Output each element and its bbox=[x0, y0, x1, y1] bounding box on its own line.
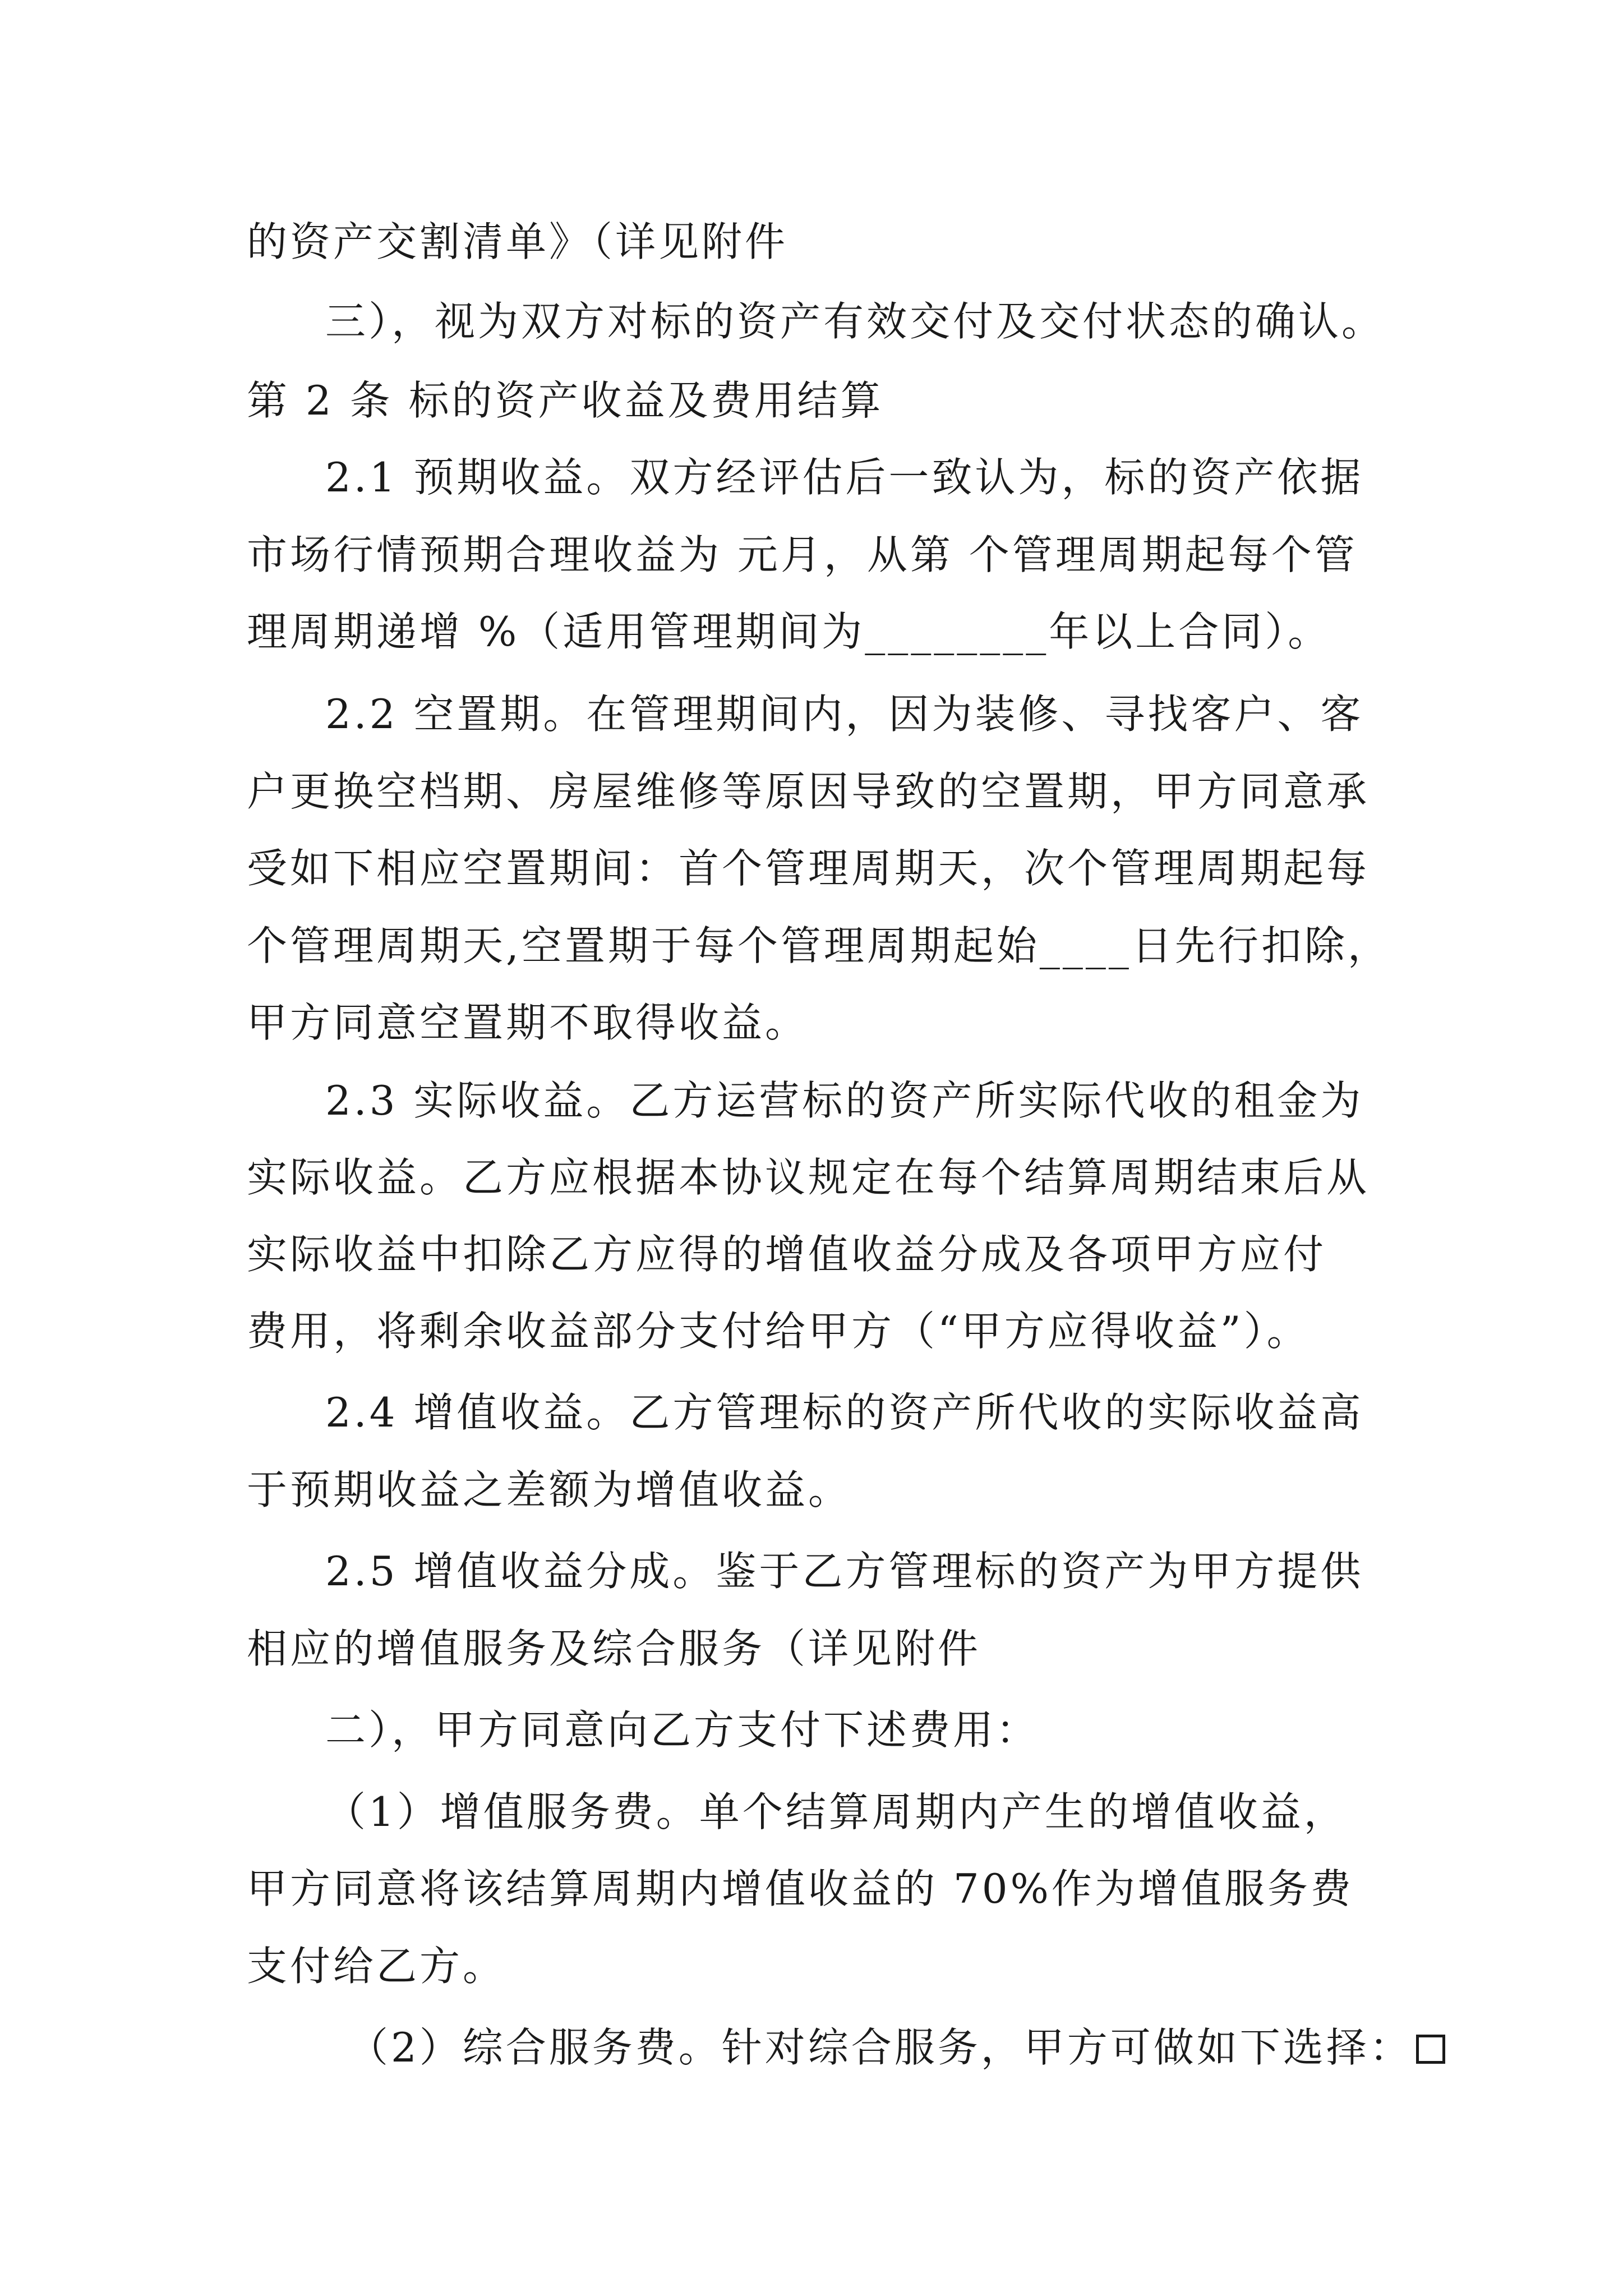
section-heading: 第 2 条 标的资产收益及费用结算 bbox=[247, 377, 884, 424]
text-line: （1）增值服务费。单个结算周期内产生的增值收益， bbox=[325, 1788, 1347, 1835]
text-line: 甲方同意空置期不取得收益。 bbox=[247, 999, 809, 1046]
text-line: 2.4 增值收益。乙方管理标的资产所代收的实际收益高 bbox=[325, 1389, 1364, 1436]
text-line: 实际收益。乙方应根据本协议规定在每个结算周期结束后从 bbox=[247, 1154, 1370, 1201]
text-line: 2.3 实际收益。乙方运营标的资产所实际代收的租金为 bbox=[325, 1077, 1364, 1124]
text-line: 的资产交割清单》（详见附件 bbox=[247, 218, 789, 265]
text-line: 二），甲方同意向乙方支付下述费用： bbox=[325, 1706, 1040, 1754]
text-line: 受如下相应空置期间：首个管理周期天，次个管理周期起每 bbox=[247, 845, 1370, 892]
text-line: 户更换空档期、房屋维修等原因导致的空置期，甲方同意承 bbox=[247, 768, 1370, 815]
text-line-with-checkbox bbox=[348, 2024, 1445, 2071]
text-line: 费用，将剩余收益部分支付给甲方（“甲方应得收益”）。 bbox=[247, 1308, 1310, 1355]
text-line: 支付给乙方。 bbox=[247, 1943, 506, 1990]
empty-checkbox-icon[interactable] bbox=[1416, 2035, 1445, 2064]
text-line: 于预期收益之差额为增值收益。 bbox=[247, 1466, 852, 1513]
text-line: （2）综合服务费。针对综合服务，甲方可做如下选择： bbox=[348, 2024, 1413, 2071]
text-line: 三），视为双方对标的资产有效交付及交付状态的确认。 bbox=[325, 298, 1385, 345]
text-line: 理周期递增 %（适用管理期间为________年以上合同）。 bbox=[247, 608, 1331, 655]
text-line: 2.5 增值收益分成。鉴于乙方管理标的资产为甲方提供 bbox=[325, 1548, 1364, 1595]
text-line: 2.2 空置期。在管理期间内，因为装修、寻找客户、客 bbox=[325, 691, 1364, 738]
text-line: 甲方同意将该结算周期内增值收益的 70%作为增值服务费 bbox=[247, 1865, 1354, 1912]
text-line: 实际收益中扣除乙方应得的增值收益分成及各项甲方应付 bbox=[247, 1231, 1327, 1278]
text-line: 个管理周期天,空置期于每个管理周期起始____日先行扣除， bbox=[247, 922, 1391, 969]
text-line: 市场行情预期合理收益为 元月，从第 个管理周期起每个管 bbox=[247, 531, 1358, 578]
text-line: 相应的增值服务及综合服务（详见附件 bbox=[247, 1625, 981, 1672]
text-line: 2.1 预期收益。双方经评估后一致认为，标的资产依据 bbox=[325, 454, 1364, 501]
